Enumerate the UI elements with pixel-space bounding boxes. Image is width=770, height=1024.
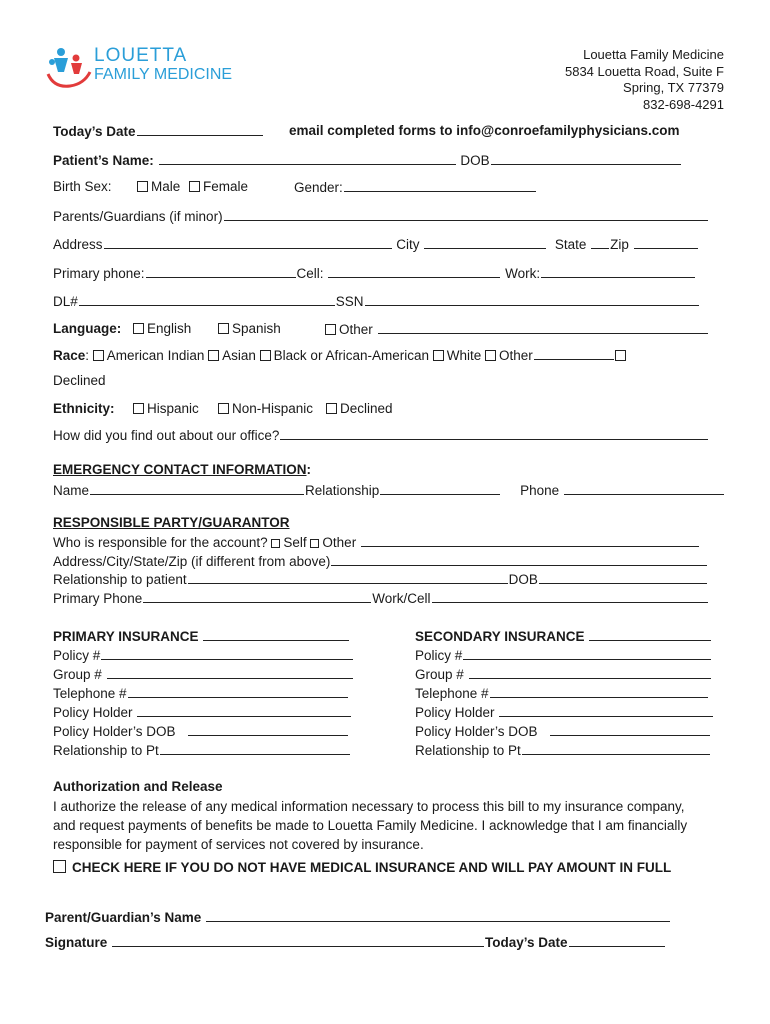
language-other-box-icon[interactable] [325,324,336,335]
language-label: Language: [53,321,122,336]
family-figures-icon [44,44,94,90]
primary-holder-label: Policy Holder [53,705,133,720]
signature-label: Signature [45,935,108,950]
white-label: White [446,348,482,363]
responsible-dob-label: DOB [508,572,538,587]
american-indian-label: American Indian [106,348,205,363]
birth-sex-label: Birth Sex: [53,179,112,194]
authorization-line1: I authorize the release of any medical information necessary to process this bill to my insurance company, [53,799,685,814]
state-label: State [554,237,587,252]
ethnicity-row [53,401,115,417]
secondary-relationship-label: Relationship to Pt [415,743,521,758]
no-insurance-label: CHECK HERE IF YOU DO NOT HAVE MEDICAL INSURANCE AND WILL PAY AMOUNT IN FULL [72,860,672,875]
practice-name: Louetta Family Medicine [583,47,724,62]
spanish-box-icon[interactable] [218,323,229,334]
white-box-icon[interactable] [433,350,444,361]
black-box-icon[interactable] [260,350,271,361]
todays-date-label: Today’s Date [53,124,136,139]
responsible-who-label: Who is responsible for the account? [53,535,268,550]
race-other-box-icon[interactable] [485,350,496,361]
emergency-title-text: EMERGENCY CONTACT INFORMATION [53,462,307,477]
hispanic-checkbox[interactable] [133,401,199,417]
gender-field[interactable] [294,179,537,196]
ssn-label: SSN [335,294,364,309]
emergency-row[interactable] [53,482,725,499]
american-indian-box-icon[interactable] [93,350,104,361]
address-label: Address [53,237,103,252]
emergency-title: EMERGENCY CONTACT INFORMATION: [53,462,311,477]
emergency-name-label: Name [53,483,90,498]
dob-label: DOB [460,153,490,168]
race-declined-box-icon[interactable] [615,350,626,361]
gender-label: Gender: [294,180,343,195]
responsible-phone-label: Primary Phone [53,591,143,606]
work-label: Work: [505,266,541,281]
authorization-title: Authorization and Release [53,779,223,794]
referral-field[interactable] [53,427,709,444]
responsible-who-row[interactable] [53,534,700,551]
race-declined-label: Declined [53,373,106,388]
asian-box-icon[interactable] [208,350,219,361]
non-hispanic-checkbox[interactable] [218,401,313,417]
practice-address [565,47,724,113]
primary-group-label: Group # [53,667,102,682]
ethnicity-label: Ethnicity: [53,401,115,416]
authorization-text [53,797,687,854]
race-label: Race [53,348,86,363]
patient-name-label: Patient’s Name: [53,153,154,168]
birth-sex-row [53,179,112,195]
logo-line2: FAMILY MEDICINE [94,66,233,83]
language-row [53,321,121,337]
primary-relationship-label: Relationship to Pt [53,743,159,758]
language-other-label: Other [339,322,373,337]
secondary-insurance-title: SECONDARY INSURANCE [415,629,585,644]
black-label: Black or African-American [273,348,429,363]
secondary-holder-label: Policy Holder [415,705,495,720]
race-row[interactable]: Race: American Indian Asian Black or African-American White Other [53,347,629,364]
signature-row[interactable] [45,934,666,951]
english-box-icon[interactable] [133,323,144,334]
no-insurance-box-icon[interactable] [53,860,66,873]
language-other-checkbox[interactable] [325,321,709,338]
email-instruction: email completed forms to info@conroefamilyphysicians.com [289,123,680,138]
guardians-field[interactable] [53,208,709,225]
responsible-address-label: Address/City/State/Zip (if different from above) [53,554,331,569]
spanish-checkbox[interactable] [218,321,281,337]
responsible-workcell-label: Work/Cell [372,591,431,606]
signature-date-label: Today’s Date [485,935,568,950]
hispanic-box-icon[interactable] [133,403,144,414]
practice-city: Spring, TX 77379 [623,80,724,95]
female-label: Female [203,179,249,194]
female-checkbox[interactable] [189,179,248,195]
secondary-telephone-label: Telephone # [415,686,489,701]
spanish-label: Spanish [232,321,281,336]
patient-name-field[interactable] [53,152,682,169]
phone-row[interactable] [53,265,696,282]
asian-label: Asian [222,348,256,363]
primary-insurance-title: PRIMARY INSURANCE [53,629,199,644]
emergency-phone-label: Phone [520,483,560,498]
responsible-other-box-icon[interactable] [310,539,319,548]
cell-label: Cell: [296,266,324,281]
practice-street: 5834 Louetta Road, Suite F [564,63,724,79]
english-label: English [147,321,192,336]
responsible-relationship-label: Relationship to patient [53,572,187,587]
responsible-phone-row[interactable] [53,590,709,607]
authorization-line3: responsible for payment of services not covered by insurance. [53,837,424,852]
todays-date-field[interactable] [53,123,264,140]
primary-telephone-label: Telephone # [53,686,127,701]
ethnicity-declined-box-icon[interactable] [326,403,337,414]
non-hispanic-box-icon[interactable] [218,403,229,414]
male-label: Male [151,179,181,194]
emergency-relationship-label: Relationship [305,483,380,498]
guardian-name-label: Parent/Guardian’s Name [45,910,202,925]
ethnicity-declined-label: Declined [340,401,393,416]
dl-ssn-row[interactable] [53,293,700,310]
secondary-group-label: Group # [415,667,464,682]
secondary-policy-label: Policy # [415,648,463,663]
authorization-line2: and request payments of benefits be made to Louetta Family Medicine. I acknowledge that I am financially [53,818,688,833]
primary-policy-label: Policy # [53,648,101,663]
no-insurance-checkbox[interactable] [53,860,671,876]
secondary-holder-dob-label: Policy Holder’s DOB [415,724,538,739]
ethnicity-declined-checkbox[interactable] [326,401,393,417]
race-other-label: Other [499,348,533,363]
male-box-icon[interactable] [137,181,148,192]
english-checkbox[interactable] [133,321,191,337]
logo-line1: LOUETTA [94,45,188,66]
referral-label: How did you find out about our office? [53,428,280,443]
male-checkbox[interactable] [137,179,180,195]
non-hispanic-label: Non-Hispanic [232,401,314,416]
primary-insurance-section[interactable] [53,627,354,760]
secondary-insurance-section[interactable] [415,627,714,760]
responsible-relationship-row[interactable] [53,571,708,588]
practice-phone: 832-698-4291 [643,96,724,112]
guardians-label: Parents/Guardians (if minor) [53,209,223,224]
female-box-icon[interactable] [189,181,200,192]
responsible-address-field[interactable] [53,553,708,570]
responsible-other-label: Other [322,535,357,550]
zip-label: Zip [610,237,629,252]
guardian-name-field[interactable] [45,909,671,926]
self-box-icon[interactable] [271,539,280,548]
hispanic-label: Hispanic [147,401,199,416]
self-label: Self [283,535,307,550]
logo [44,44,233,90]
primary-holder-dob-label: Policy Holder’s DOB [53,724,176,739]
dl-label: DL# [53,294,78,309]
city-label: City [396,237,420,252]
address-row[interactable] [53,236,699,253]
primary-phone-label: Primary phone: [53,266,145,281]
responsible-title: RESPONSIBLE PARTY/GUARANTOR [53,515,290,530]
